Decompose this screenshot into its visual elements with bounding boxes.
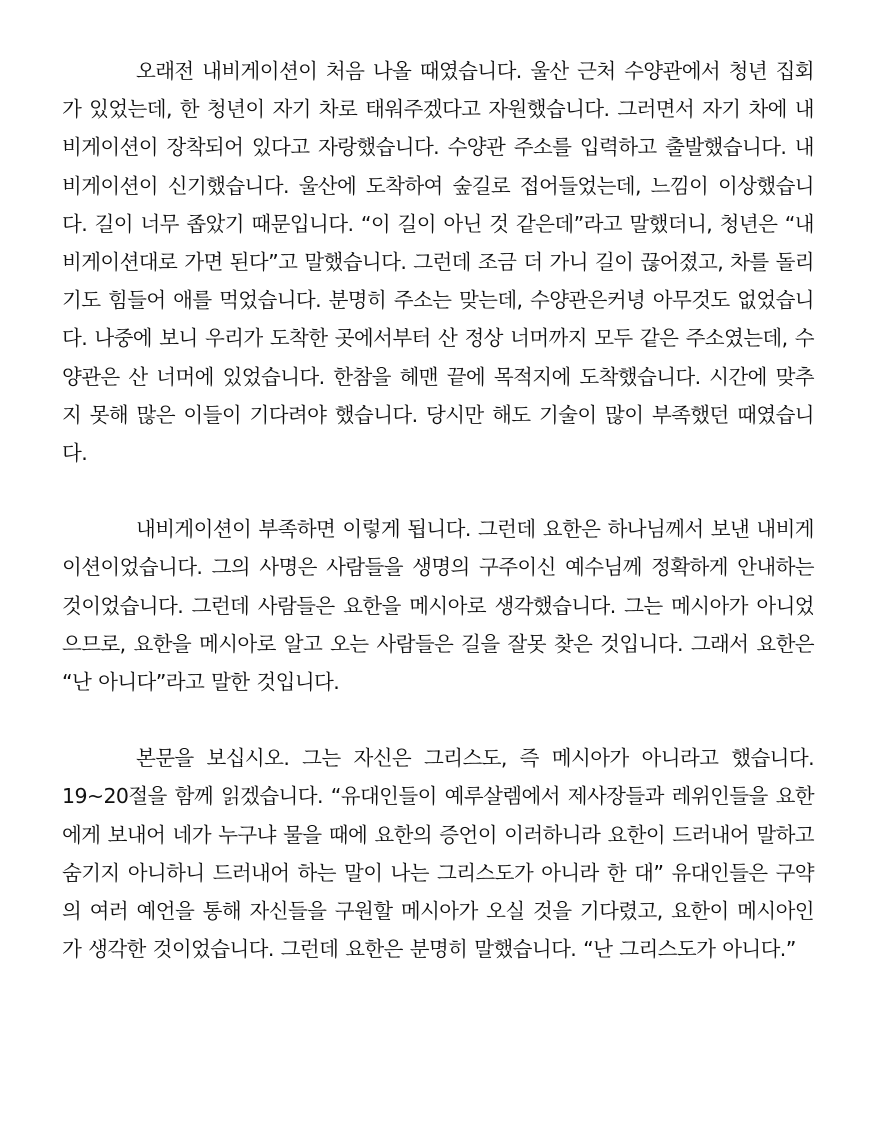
paragraph-scripture-reading: 본문을 보십시오. 그는 자신은 그리스도, 즉 메시아가 아니라고 했습니다. 19~20절을 함께 읽겠습니다. “유대인들이 예루살렘에서 제사장들과 레위인들을 요한에게 보내어 네가 누구냐 물을 때에 요한의 증언이 이러하니라 요한이 드러내어 말하고 숨기지 아니하니 드러내어 하는 말이 나는 그리스도가 아니라 한 대” 유대인들은 구약의 여러 예언을 통해 자신들을 구원할 메시아가 오실 것을 기다렸고, 요한이 메시아인가 생각한 것이었습니다. 그런데 요한은 분명히 말했습니다. “난 그리스도가 아니다.” <box>62 746 814 962</box>
document-page <box>62 52 814 968</box>
paragraph-navigation-story: 오래전 내비게이션이 처음 나올 때였습니다. 울산 근처 수양관에서 청년 집회가 있었는데, 한 청년이 자기 차로 태워주겠다고 자원했습니다. 그러면서 자기 차에 내비게이션이 장착되어 있다고 자랑했습니다. 수양관 주소를 입력하고 출발했습니다. 내비게이션이 신기했습니다. 울산에 도착하여 숲길로 접어들었는데, 느낌이 이상했습니다. 길이 너무 좁았기 때문입니다. “이 길이 아닌 것 같은데”라고 말했더니, 청년은 “내비게이션대로 가면 된다”고 말했습니다. 그런데 조금 더 가니 길이 끊어졌고, 차를 돌리기도 힘들어 애를 먹었습니다. 분명히 주소는 맞는데, 수양관은커녕 아무것도 없었습니다. 나중에 보니 우리가 도착한 곳에서부터 산 정상 너머까지 모두 같은 주소였는데, 수양관은 산 너머에 있었습니다. 한참을 헤맨 끝에 목적지에 도착했습니다. 시간에 맞추지 못해 많은 이들이 기다려야 했습니다. 당시만 해도 기술이 많이 부족했던 때였습니다. <box>62 59 814 466</box>
paragraph-john-navigation: 내비게이션이 부족하면 이렇게 됩니다. 그런데 요한은 하나님께서 보낸 내비게이션이었습니다. 그의 사명은 사람들을 생명의 구주이신 예수님께 정확하게 안내하는 것이었습니다. 그런데 사람들은 요한을 메시아로 생각했습니다. 그는 메시아가 아니었으므로, 요한을 메시아로 알고 오는 사람들은 길을 잘못 찾은 것입니다. 그래서 요한은 “난 아니다”라고 말한 것입니다. <box>62 517 814 695</box>
